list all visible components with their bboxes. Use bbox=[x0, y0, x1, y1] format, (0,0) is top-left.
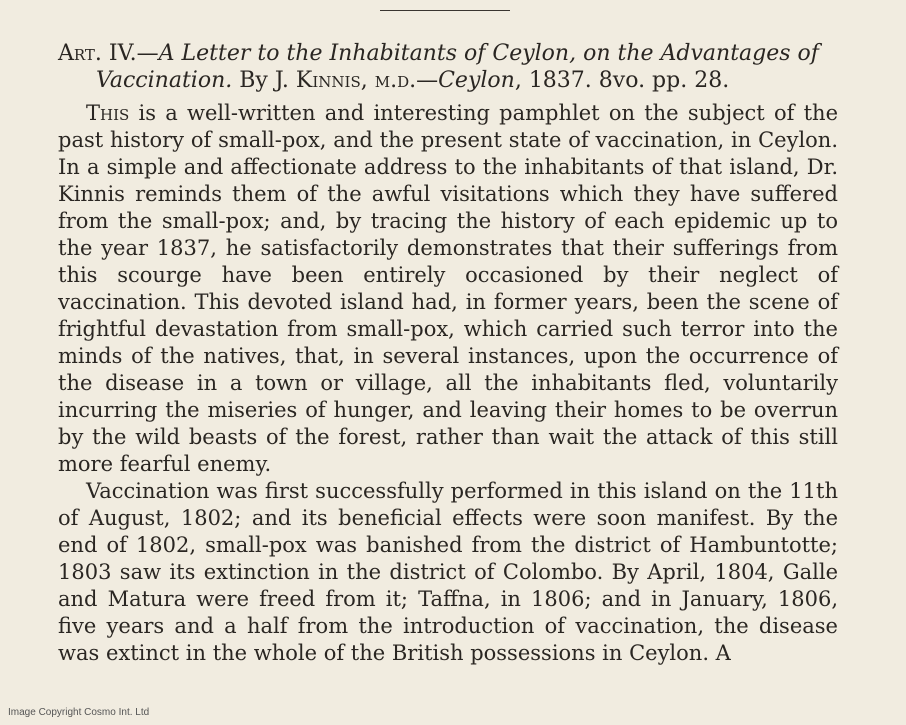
copyright-footer: Image Copyright Cosmo Int. Ltd bbox=[8, 707, 150, 718]
paragraph-text: Vaccination was first successfully performed in this island on the 11th of August, 1802; and its beneficial effects were soon manifest. By the end of 1802, small-pox was banished from the district of Hambuntotte; 1803 saw its extinction in the district of Colombo. By April, 1804, Galle and Matura were freed from it; Taffna, in 1806; and in January, 1806, five years and a half from the introduction of vaccination, the disease was extinct in the whole of the British possessions in Ceylon. A bbox=[58, 479, 838, 665]
article-title: A Letter to the Inhabitants of Ceylon, on the Advantages of bbox=[158, 41, 819, 66]
author-credentials: , m.d.— bbox=[360, 68, 439, 93]
paragraph-text: is a well-written and interesting pamphlet on the subject of the past history of small-pox, and the present state of vaccination, in Ceylon. In a simple and affectionate address to the inhabitants of that island, Dr. Kinnis reminds them of the awful visitations which they have suffered from the small-pox; and, by tracing the history of each epidemic up to the year 1837, he satisfactorily demonstrates that their sufferings from this scourge have been entirely occasioned by their neglect of vaccination. This devoted island had, in former years, been the scene of frightful devastation from small-pox, which carried such terror into the minds of the natives, that, in several instances, upon the occurrence of the disease in a town or village, all the inhabitants fled, voluntarily incurring the miseries of hunger, and leaving their homes to be overrun by the wild beasts of the forest, rather than wait the attack of this still more fearful enemy. bbox=[58, 101, 838, 476]
top-rule bbox=[380, 10, 510, 11]
article-heading bbox=[58, 40, 858, 94]
paragraph-2 bbox=[58, 478, 838, 667]
publication-details: , 1837. 8vo. pp. 28. bbox=[514, 68, 730, 93]
heading-line-1 bbox=[58, 40, 858, 67]
paragraph-lead-word: This bbox=[86, 101, 130, 125]
heading-line-2 bbox=[58, 67, 858, 94]
article-title-continued: Vaccination. bbox=[96, 68, 233, 93]
paragraph-1 bbox=[58, 100, 838, 478]
by-text: By J. bbox=[232, 68, 296, 93]
author-name: Kinnis bbox=[295, 68, 361, 93]
article-body bbox=[58, 100, 838, 667]
article-number: Art. IV.— bbox=[58, 41, 159, 66]
publication-place: Ceylon bbox=[438, 68, 515, 93]
